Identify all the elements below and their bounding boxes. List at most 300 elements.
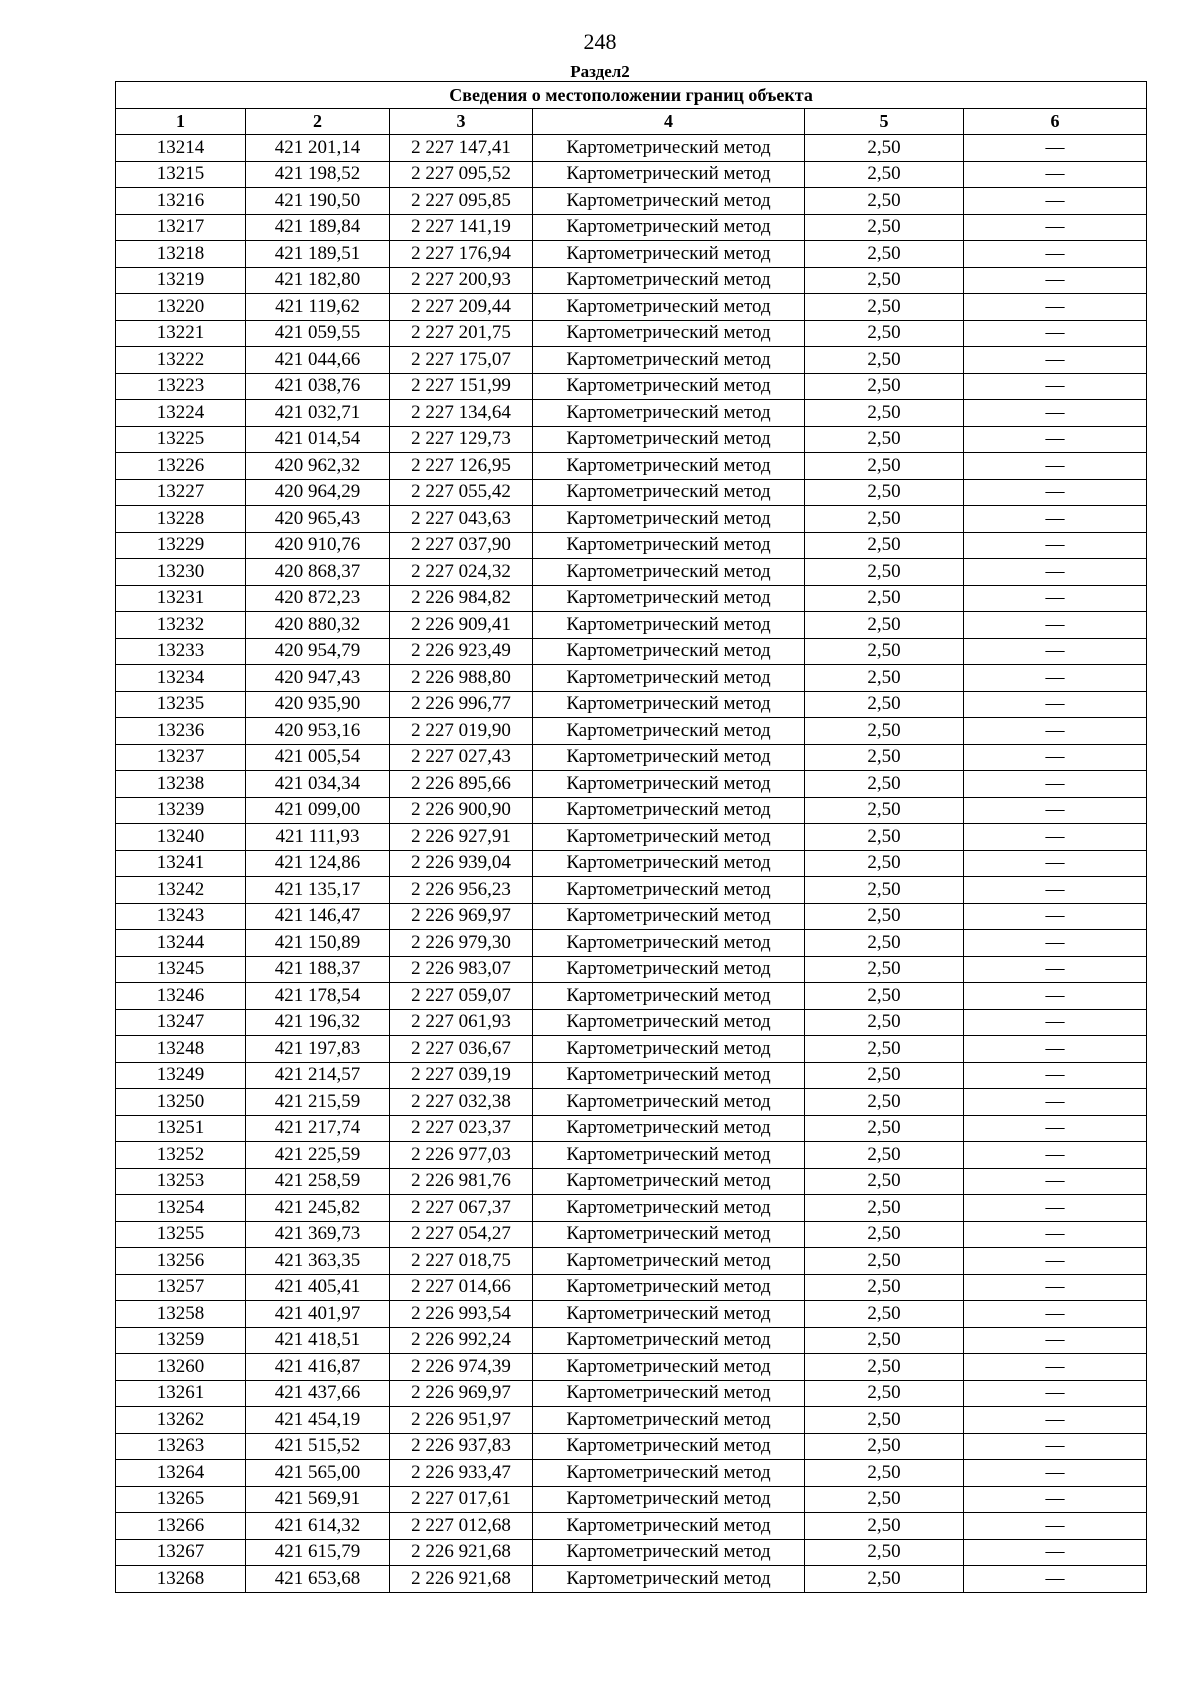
table-row [116,426,1147,453]
point-number-cell: 13220 [116,294,246,321]
table-row [116,161,1147,188]
section-title: Раздел2 [570,62,630,81]
x-coordinate-cell: 421 005,54 [246,744,390,771]
y-coordinate-cell: 2 227 032,38 [390,1089,533,1116]
method-cell: Картометрический метод [533,850,805,877]
x-coordinate-cell: 421 032,71 [246,400,390,427]
method-cell: Картометрический метод [533,797,805,824]
note-cell: — [964,665,1147,692]
y-coordinate-cell: 2 226 981,76 [390,1168,533,1195]
x-coordinate-cell: 421 363,35 [246,1248,390,1275]
x-coordinate-cell: 421 038,76 [246,373,390,400]
point-number-cell: 13262 [116,1407,246,1434]
method-cell: Картометрический метод [533,426,805,453]
method-cell: Картометрический метод [533,1460,805,1487]
y-coordinate-cell: 2 227 095,85 [390,188,533,215]
method-cell: Картометрический метод [533,1248,805,1275]
method-cell: Картометрический метод [533,532,805,559]
x-coordinate-cell: 420 947,43 [246,665,390,692]
table-row [116,1115,1147,1142]
y-coordinate-cell: 2 227 067,37 [390,1195,533,1222]
method-cell: Картометрический метод [533,585,805,612]
table-row [116,1142,1147,1169]
method-cell: Картометрический метод [533,1566,805,1593]
table-row [116,1354,1147,1381]
accuracy-cell: 2,50 [805,161,964,188]
column-header: 6 [964,109,1147,135]
note-cell: — [964,479,1147,506]
accuracy-cell: 2,50 [805,612,964,639]
x-coordinate-cell: 421 197,83 [246,1036,390,1063]
y-coordinate-cell: 2 227 055,42 [390,479,533,506]
note-cell: — [964,188,1147,215]
table-row [116,744,1147,771]
method-cell: Картометрический метод [533,1354,805,1381]
column-header: 1 [116,109,246,135]
method-cell: Картометрический метод [533,718,805,745]
accuracy-cell: 2,50 [805,1513,964,1540]
y-coordinate-cell: 2 227 012,68 [390,1513,533,1540]
column-header: 4 [533,109,805,135]
y-coordinate-cell: 2 227 014,66 [390,1274,533,1301]
accuracy-cell: 2,50 [805,294,964,321]
x-coordinate-cell: 421 569,91 [246,1486,390,1513]
accuracy-cell: 2,50 [805,188,964,215]
y-coordinate-cell: 2 226 900,90 [390,797,533,824]
method-cell: Картометрический метод [533,691,805,718]
y-coordinate-cell: 2 227 024,32 [390,559,533,586]
table-row [116,453,1147,480]
y-coordinate-cell: 2 227 126,95 [390,453,533,480]
point-number-cell: 13268 [116,1566,246,1593]
x-coordinate-cell: 421 014,54 [246,426,390,453]
x-coordinate-cell: 421 217,74 [246,1115,390,1142]
note-cell: — [964,400,1147,427]
method-cell: Картометрический метод [533,956,805,983]
table-row [116,320,1147,347]
column-header: 2 [246,109,390,135]
x-coordinate-cell: 421 401,97 [246,1301,390,1328]
y-coordinate-cell: 2 226 993,54 [390,1301,533,1328]
method-cell: Картометрический метод [533,373,805,400]
note-cell: — [964,214,1147,241]
y-coordinate-cell: 2 227 061,93 [390,1009,533,1036]
point-number-cell: 13231 [116,585,246,612]
note-cell: — [964,585,1147,612]
note-cell: — [964,267,1147,294]
table-row [116,294,1147,321]
note-cell: — [964,797,1147,824]
table-row [116,1274,1147,1301]
note-cell: — [964,1486,1147,1513]
y-coordinate-cell: 2 226 996,77 [390,691,533,718]
method-cell: Картометрический метод [533,638,805,665]
table-row [116,135,1147,162]
method-cell: Картометрический метод [533,930,805,957]
x-coordinate-cell: 420 880,32 [246,612,390,639]
accuracy-cell: 2,50 [805,930,964,957]
note-cell: — [964,1168,1147,1195]
x-coordinate-cell: 421 111,93 [246,824,390,851]
table-caption: Сведения о местоположении границ объекта [116,82,1147,109]
method-cell: Картометрический метод [533,161,805,188]
y-coordinate-cell: 2 226 984,82 [390,585,533,612]
point-number-cell: 13246 [116,983,246,1010]
point-number-cell: 13217 [116,214,246,241]
note-cell: — [964,983,1147,1010]
table-row [116,506,1147,533]
boundary-coordinates-table [115,81,1147,1593]
method-cell: Картометрический метод [533,559,805,586]
point-number-cell: 13256 [116,1248,246,1275]
point-number-cell: 13219 [116,267,246,294]
note-cell: — [964,1142,1147,1169]
x-coordinate-cell: 421 099,00 [246,797,390,824]
point-number-cell: 13226 [116,453,246,480]
x-coordinate-cell: 421 454,19 [246,1407,390,1434]
note-cell: — [964,1327,1147,1354]
point-number-cell: 13261 [116,1380,246,1407]
note-cell: — [964,1221,1147,1248]
table-row [116,877,1147,904]
x-coordinate-cell: 421 201,14 [246,135,390,162]
y-coordinate-cell: 2 226 909,41 [390,612,533,639]
accuracy-cell: 2,50 [805,532,964,559]
point-number-cell: 13227 [116,479,246,506]
method-cell: Картометрический метод [533,903,805,930]
y-coordinate-cell: 2 226 992,24 [390,1327,533,1354]
x-coordinate-cell: 421 190,50 [246,188,390,215]
accuracy-cell: 2,50 [805,1195,964,1222]
x-coordinate-cell: 421 565,00 [246,1460,390,1487]
y-coordinate-cell: 2 227 151,99 [390,373,533,400]
method-cell: Картометрический метод [533,506,805,533]
y-coordinate-cell: 2 227 036,67 [390,1036,533,1063]
accuracy-cell: 2,50 [805,1566,964,1593]
table-row [116,241,1147,268]
method-cell: Картометрический метод [533,453,805,480]
point-number-cell: 13228 [116,506,246,533]
point-number-cell: 13257 [116,1274,246,1301]
method-cell: Картометрический метод [533,320,805,347]
point-number-cell: 13238 [116,771,246,798]
y-coordinate-cell: 2 227 129,73 [390,426,533,453]
note-cell: — [964,161,1147,188]
x-coordinate-cell: 420 868,37 [246,559,390,586]
point-number-cell: 13241 [116,850,246,877]
table-row [116,797,1147,824]
note-cell: — [964,744,1147,771]
table-row [116,347,1147,374]
y-coordinate-cell: 2 227 201,75 [390,320,533,347]
x-coordinate-cell: 420 964,29 [246,479,390,506]
x-coordinate-cell: 420 935,90 [246,691,390,718]
x-coordinate-cell: 421 215,59 [246,1089,390,1116]
point-number-cell: 13266 [116,1513,246,1540]
y-coordinate-cell: 2 227 037,90 [390,532,533,559]
table-row [116,983,1147,1010]
accuracy-cell: 2,50 [805,850,964,877]
table-row [116,956,1147,983]
point-number-cell: 13215 [116,161,246,188]
note-cell: — [964,347,1147,374]
x-coordinate-cell: 421 214,57 [246,1062,390,1089]
accuracy-cell: 2,50 [805,956,964,983]
accuracy-cell: 2,50 [805,638,964,665]
x-coordinate-cell: 421 150,89 [246,930,390,957]
point-number-cell: 13248 [116,1036,246,1063]
note-cell: — [964,294,1147,321]
point-number-cell: 13258 [116,1301,246,1328]
note-cell: — [964,1274,1147,1301]
accuracy-cell: 2,50 [805,479,964,506]
x-coordinate-cell: 421 119,62 [246,294,390,321]
accuracy-cell: 2,50 [805,744,964,771]
method-cell: Картометрический метод [533,188,805,215]
table-row [116,930,1147,957]
method-cell: Картометрический метод [533,347,805,374]
point-number-cell: 13225 [116,426,246,453]
y-coordinate-cell: 2 226 923,49 [390,638,533,665]
point-number-cell: 13267 [116,1539,246,1566]
table-row [116,1221,1147,1248]
y-coordinate-cell: 2 226 979,30 [390,930,533,957]
note-cell: — [964,1089,1147,1116]
x-coordinate-cell: 421 515,52 [246,1433,390,1460]
point-number-cell: 13239 [116,797,246,824]
point-number-cell: 13223 [116,373,246,400]
note-cell: — [964,1407,1147,1434]
y-coordinate-cell: 2 227 141,19 [390,214,533,241]
method-cell: Картометрический метод [533,214,805,241]
table-row [116,559,1147,586]
accuracy-cell: 2,50 [805,824,964,851]
note-cell: — [964,1380,1147,1407]
note-cell: — [964,930,1147,957]
accuracy-cell: 2,50 [805,1433,964,1460]
method-cell: Картометрический метод [533,744,805,771]
y-coordinate-cell: 2 227 200,93 [390,267,533,294]
note-cell: — [964,1009,1147,1036]
note-cell: — [964,135,1147,162]
x-coordinate-cell: 421 146,47 [246,903,390,930]
note-cell: — [964,1036,1147,1063]
y-coordinate-cell: 2 227 054,27 [390,1221,533,1248]
x-coordinate-cell: 421 198,52 [246,161,390,188]
table-row [116,638,1147,665]
column-header: 5 [805,109,964,135]
table-row [116,532,1147,559]
x-coordinate-cell: 421 178,54 [246,983,390,1010]
accuracy-cell: 2,50 [805,347,964,374]
method-cell: Картометрический метод [533,400,805,427]
table-row [116,1433,1147,1460]
y-coordinate-cell: 2 226 951,97 [390,1407,533,1434]
x-coordinate-cell: 420 872,23 [246,585,390,612]
x-coordinate-cell: 421 258,59 [246,1168,390,1195]
method-cell: Картометрический метод [533,1301,805,1328]
y-coordinate-cell: 2 226 921,68 [390,1539,533,1566]
x-coordinate-cell: 421 369,73 [246,1221,390,1248]
x-coordinate-cell: 421 034,34 [246,771,390,798]
table-row [116,1486,1147,1513]
note-cell: — [964,426,1147,453]
y-coordinate-cell: 2 226 895,66 [390,771,533,798]
table-row [116,373,1147,400]
note-cell: — [964,1301,1147,1328]
point-number-cell: 13216 [116,188,246,215]
accuracy-cell: 2,50 [805,1142,964,1169]
method-cell: Картометрический метод [533,877,805,904]
note-cell: — [964,532,1147,559]
method-cell: Картометрический метод [533,1327,805,1354]
x-coordinate-cell: 421 405,41 [246,1274,390,1301]
note-cell: — [964,1539,1147,1566]
note-cell: — [964,1513,1147,1540]
page-number: 248 [583,29,617,54]
point-number-cell: 13243 [116,903,246,930]
point-number-cell: 13235 [116,691,246,718]
accuracy-cell: 2,50 [805,214,964,241]
x-coordinate-cell: 420 954,79 [246,638,390,665]
note-cell: — [964,824,1147,851]
note-cell: — [964,850,1147,877]
x-coordinate-cell: 421 188,37 [246,956,390,983]
table-row [116,1539,1147,1566]
point-number-cell: 13260 [116,1354,246,1381]
note-cell: — [964,612,1147,639]
accuracy-cell: 2,50 [805,1248,964,1275]
table-row [116,1327,1147,1354]
method-cell: Картометрический метод [533,135,805,162]
point-number-cell: 13236 [116,718,246,745]
y-coordinate-cell: 2 227 147,41 [390,135,533,162]
table-row [116,267,1147,294]
accuracy-cell: 2,50 [805,718,964,745]
method-cell: Картометрический метод [533,479,805,506]
table-body [116,135,1147,1593]
point-number-cell: 13250 [116,1089,246,1116]
method-cell: Картометрический метод [533,1539,805,1566]
table-row [116,1460,1147,1487]
table-row [116,1248,1147,1275]
table-row [116,1513,1147,1540]
point-number-cell: 13255 [116,1221,246,1248]
point-number-cell: 13242 [116,877,246,904]
table-row [116,1062,1147,1089]
y-coordinate-cell: 2 227 059,07 [390,983,533,1010]
accuracy-cell: 2,50 [805,1460,964,1487]
note-cell: — [964,877,1147,904]
method-cell: Картометрический метод [533,1380,805,1407]
point-number-cell: 13252 [116,1142,246,1169]
table-row [116,903,1147,930]
method-cell: Картометрический метод [533,1221,805,1248]
accuracy-cell: 2,50 [805,903,964,930]
y-coordinate-cell: 2 227 134,64 [390,400,533,427]
table-row [116,665,1147,692]
note-cell: — [964,506,1147,533]
point-number-cell: 13244 [116,930,246,957]
method-cell: Картометрический метод [533,1168,805,1195]
table-row [116,824,1147,851]
accuracy-cell: 2,50 [805,1539,964,1566]
table-row [116,718,1147,745]
x-coordinate-cell: 421 182,80 [246,267,390,294]
accuracy-cell: 2,50 [805,1036,964,1063]
y-coordinate-cell: 2 226 974,39 [390,1354,533,1381]
note-cell: — [964,903,1147,930]
note-cell: — [964,1248,1147,1275]
note-cell: — [964,1433,1147,1460]
point-number-cell: 13229 [116,532,246,559]
accuracy-cell: 2,50 [805,771,964,798]
table-row [116,1566,1147,1593]
accuracy-cell: 2,50 [805,877,964,904]
note-cell: — [964,1566,1147,1593]
accuracy-cell: 2,50 [805,1221,964,1248]
x-coordinate-cell: 420 910,76 [246,532,390,559]
x-coordinate-cell: 421 615,79 [246,1539,390,1566]
point-number-cell: 13221 [116,320,246,347]
point-number-cell: 13265 [116,1486,246,1513]
x-coordinate-cell: 421 059,55 [246,320,390,347]
x-coordinate-cell: 421 225,59 [246,1142,390,1169]
y-coordinate-cell: 2 227 209,44 [390,294,533,321]
note-cell: — [964,1460,1147,1487]
point-number-cell: 13249 [116,1062,246,1089]
accuracy-cell: 2,50 [805,1168,964,1195]
accuracy-cell: 2,50 [805,797,964,824]
column-header: 3 [390,109,533,135]
method-cell: Картометрический метод [533,1195,805,1222]
table-row [116,479,1147,506]
table-row [116,1036,1147,1063]
point-number-cell: 13234 [116,665,246,692]
note-cell: — [964,1062,1147,1089]
accuracy-cell: 2,50 [805,1115,964,1142]
method-cell: Картометрический метод [533,1036,805,1063]
x-coordinate-cell: 421 653,68 [246,1566,390,1593]
y-coordinate-cell: 2 226 977,03 [390,1142,533,1169]
accuracy-cell: 2,50 [805,426,964,453]
table-header-row [116,109,1147,135]
accuracy-cell: 2,50 [805,1301,964,1328]
table-row [116,585,1147,612]
accuracy-cell: 2,50 [805,1380,964,1407]
note-cell: — [964,1195,1147,1222]
point-number-cell: 13247 [116,1009,246,1036]
note-cell: — [964,373,1147,400]
method-cell: Картометрический метод [533,241,805,268]
y-coordinate-cell: 2 227 017,61 [390,1486,533,1513]
point-number-cell: 13218 [116,241,246,268]
x-coordinate-cell: 421 418,51 [246,1327,390,1354]
x-coordinate-cell: 421 044,66 [246,347,390,374]
point-number-cell: 13253 [116,1168,246,1195]
x-coordinate-cell: 421 416,87 [246,1354,390,1381]
x-coordinate-cell: 421 189,84 [246,214,390,241]
note-cell: — [964,718,1147,745]
method-cell: Картометрический метод [533,1115,805,1142]
y-coordinate-cell: 2 227 043,63 [390,506,533,533]
note-cell: — [964,241,1147,268]
method-cell: Картометрический метод [533,1062,805,1089]
accuracy-cell: 2,50 [805,1274,964,1301]
accuracy-cell: 2,50 [805,1407,964,1434]
y-coordinate-cell: 2 226 969,97 [390,903,533,930]
note-cell: — [964,1115,1147,1142]
